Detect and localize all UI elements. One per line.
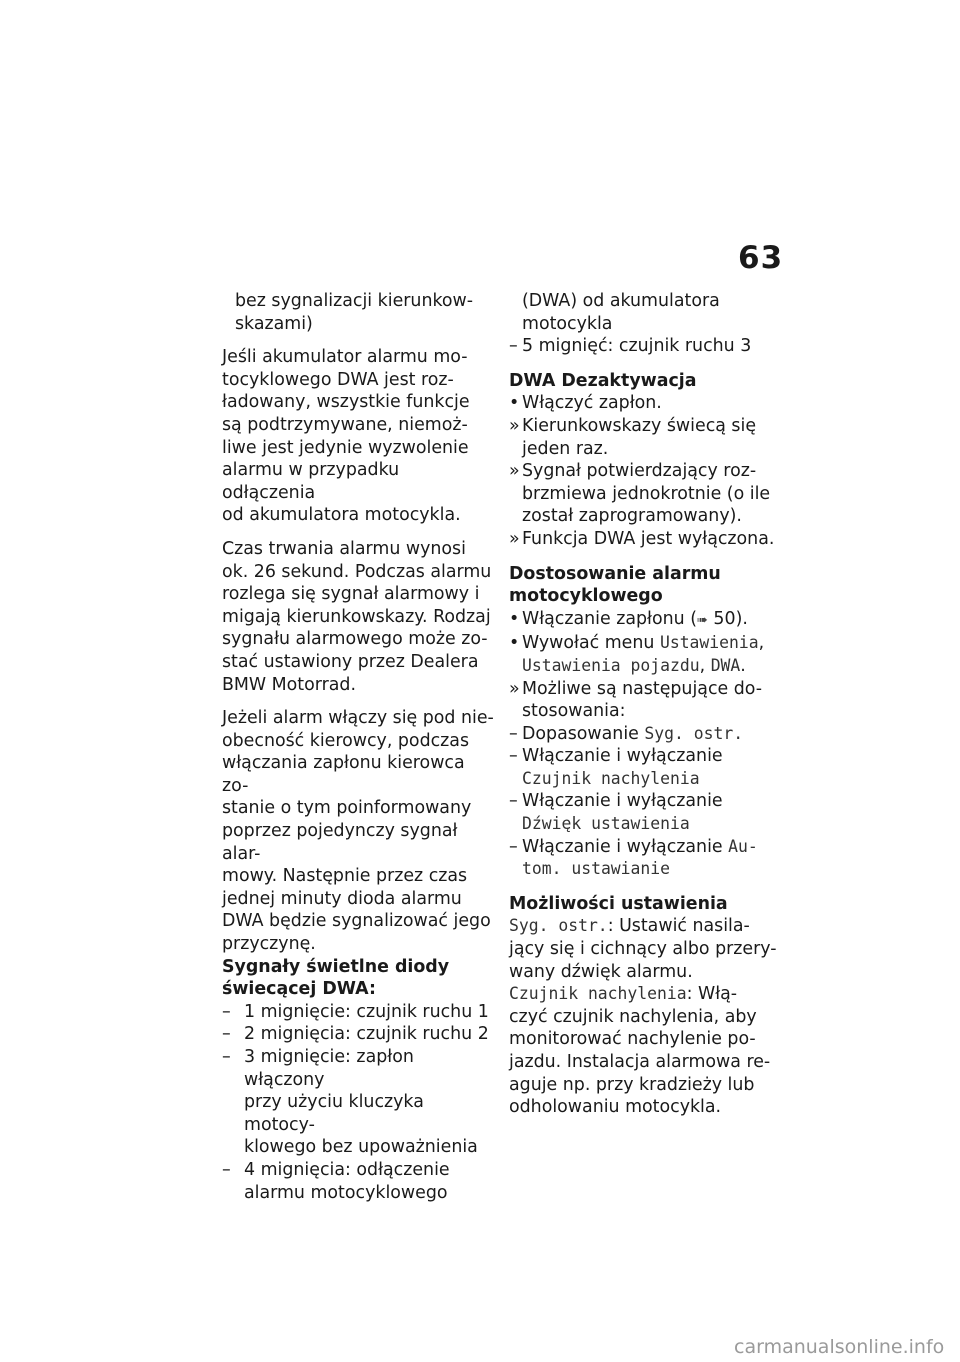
text-line: stanie o tym poinformowany: [222, 798, 472, 819]
text-line: [522, 608, 784, 633]
result-marker: »: [509, 415, 520, 436]
text-line: [522, 632, 784, 655]
text-line: stosowania:: [522, 701, 626, 722]
text-line: Sygnał potwierdzający roz-: [522, 461, 757, 482]
text-line: Możliwe są następujące do-: [522, 678, 763, 699]
text-line: alarmu w przypadku odłączenia: [222, 460, 400, 503]
text-fragment: : Ustawić nasila-: [607, 916, 750, 937]
list-item: [509, 528, 784, 551]
bullet-marker: •: [509, 393, 520, 414]
text-line: (DWA) od akumulatora: [522, 291, 720, 311]
paragraph-alarm-sound: [509, 915, 784, 983]
menu-name: Ustawienia pojazdu: [522, 655, 700, 675]
text-line: rozlega się sygnał alarmowy i: [222, 584, 480, 605]
menu-name: Ustawienia: [659, 633, 759, 653]
text-line: alarmu motocyklowego: [244, 1182, 448, 1203]
bullet-marker: •: [509, 608, 520, 629]
page-reference: 50).: [707, 608, 748, 629]
text-line: tocyklowego DWA jest roz-: [222, 369, 454, 390]
dash-marker: –: [509, 336, 518, 357]
text-line: skazami): [235, 313, 313, 334]
text-fragment: Włączanie i wyłączanie: [522, 836, 729, 857]
text-line: brzmiewa jednokrotnie (o ile: [522, 483, 771, 504]
result-marker: »: [509, 678, 520, 699]
right-column: [509, 290, 784, 1119]
text-line: 4 mignięcia: odłączenie: [244, 1159, 450, 1180]
result-marker: »: [509, 528, 520, 549]
text-line: aguje np. przy kradzieży lub: [509, 1074, 755, 1095]
setting-name: Au-: [728, 836, 758, 856]
list-item: [509, 632, 784, 677]
setting-name: Syg. ostr.: [644, 723, 744, 743]
text-fragment: ,: [758, 633, 765, 654]
text-line: jący się i cichnący albo przery-: [509, 939, 777, 960]
text-line: czyć czujnik nachylenia, aby: [509, 1006, 757, 1027]
list-item: [509, 460, 784, 528]
continued-list-text: [509, 290, 784, 335]
setting-name: Syg. ostr.: [509, 916, 608, 936]
text-line: obecność kierowcy, podczas: [222, 730, 470, 751]
text-fragment: Włączanie zapłonu (: [522, 608, 697, 629]
list-item: [222, 1001, 494, 1024]
dash-marker: –: [509, 723, 518, 744]
text-line: Włączanie i wyłączanie: [522, 746, 723, 767]
text-line: Funkcja DWA jest wyłączona.: [522, 528, 775, 549]
dash-marker: –: [509, 791, 518, 812]
text-line: jazdu. Instalacja alarmowa re-: [509, 1052, 771, 1072]
dash-marker: –: [222, 1001, 231, 1022]
setting-name: tom. ustawianie: [522, 859, 671, 879]
text-fragment: ,: [699, 655, 711, 676]
text-line: Kierunkowskazy świecą się: [522, 415, 757, 436]
text-line: 1 mignięcie: czujnik ruchu 1: [244, 1001, 489, 1022]
section-heading-deactivation: DWA Dezaktywacja: [509, 370, 697, 391]
text-line: Jeżeli alarm włączy się pod nie-: [222, 708, 494, 729]
text-line: [522, 836, 784, 859]
text-line: [509, 983, 784, 1006]
text-fragment: .: [740, 655, 746, 676]
text-line: Jeśli akumulator alarmu mo-: [222, 347, 468, 368]
paragraph-duration: [222, 538, 494, 696]
text-line: 3 mignięcie: zapłon włączony: [244, 1047, 414, 1090]
paragraph-absence: [222, 707, 494, 956]
text-line: od akumulatora motocykla.: [222, 505, 461, 526]
result-marker: »: [509, 461, 520, 482]
text-line: jeden raz.: [522, 438, 609, 459]
text-fragment: : Włą-: [686, 984, 738, 1005]
text-line: [522, 655, 784, 678]
section-heading-options: Możliwości ustawienia: [509, 893, 728, 914]
setting-name: Czujnik nachylenia: [522, 768, 700, 788]
text-line: 2 mignięcia: czujnik ruchu 2: [244, 1024, 489, 1045]
left-column: [222, 290, 494, 1204]
continued-list-text: [222, 290, 494, 335]
text-line: poprzez pojedynczy sygnał alar-: [222, 821, 458, 864]
text-line: migają kierunkowskazy. Rodzaj: [222, 606, 491, 627]
text-line: klowego bez upoważnienia: [244, 1137, 478, 1158]
paragraph-battery: [222, 346, 494, 527]
text-fragment: Dopasowanie: [522, 723, 645, 744]
list-item: [509, 745, 784, 790]
text-line: przyczynę.: [222, 934, 316, 955]
list-item: [509, 392, 784, 415]
setting-name: Dźwięk ustawienia: [522, 814, 690, 834]
section-heading-led-signals: [222, 956, 494, 1001]
text-line: bez sygnalizacji kierunkow-: [235, 291, 474, 311]
watermark: carmanualsonline.info: [734, 1336, 945, 1358]
text-line: wany dźwięk alarmu.: [509, 961, 693, 982]
heading-line: motocyklowego: [509, 586, 663, 607]
text-line: motocykla: [522, 313, 613, 334]
section-heading-adjust: [509, 563, 784, 608]
text-line: [522, 723, 784, 746]
text-line: Włączyć zapłon.: [522, 393, 662, 414]
text-line: ok. 26 sekund. Podczas alarmu: [222, 561, 492, 582]
list-item: [509, 723, 784, 746]
text-line: Włączanie i wyłączanie: [522, 791, 723, 812]
text-line: jednej minuty dioda alarmu: [222, 888, 462, 909]
paragraph-tilt-sensor: [509, 983, 784, 1119]
list-item: [509, 415, 784, 460]
text-fragment: Wywołać menu: [522, 633, 660, 654]
heading-line: Dostosowanie alarmu: [509, 563, 721, 584]
text-line: są podtrzymywane, niemoż-: [222, 414, 468, 435]
list-item: [222, 1023, 494, 1046]
setting-name: Czujnik nachylenia: [509, 984, 687, 1004]
text-line: został zaprogramowany).: [522, 506, 742, 527]
dash-marker: –: [222, 1159, 231, 1180]
list-item: [509, 335, 784, 358]
list-item: [509, 836, 784, 881]
text-line: liwe jest jedynie wyzwolenie: [222, 437, 469, 458]
dash-marker: –: [222, 1047, 231, 1067]
text-line: ładowany, wszystkie funkcje: [222, 392, 470, 413]
heading-line: świecącej DWA:: [222, 979, 376, 1000]
text-line: sygnału alarmowego może zo-: [222, 629, 488, 650]
menu-name: DWA: [710, 655, 741, 675]
list-item: [222, 1159, 494, 1204]
text-line: odholowaniu motocykla.: [509, 1097, 722, 1118]
arrow-icon: ➠: [697, 612, 708, 628]
text-line: przy użyciu kluczyka motocy-: [244, 1092, 424, 1135]
text-line: monitorować nachylenie po-: [509, 1029, 756, 1050]
text-line: 5 mignięć: czujnik ruchu 3: [522, 336, 752, 357]
heading-line: Sygnały świetlne diody: [222, 956, 450, 977]
bullet-marker: •: [509, 633, 520, 654]
text-line: Czas trwania alarmu wynosi: [222, 538, 466, 559]
text-line: włączania zapłonu kierowca zo-: [222, 753, 465, 796]
dash-marker: –: [222, 1024, 231, 1045]
text-line: [509, 915, 784, 938]
text-line: BMW Motorrad.: [222, 674, 356, 695]
list-item: [509, 790, 784, 835]
dash-marker: –: [509, 746, 518, 767]
text-line: stać ustawiony przez Dealera: [222, 651, 479, 672]
list-item: [509, 608, 784, 633]
page-number: 63: [738, 240, 784, 276]
list-item: [509, 678, 784, 723]
list-item: [222, 1046, 494, 1159]
dash-marker: –: [509, 836, 518, 857]
text-line: DWA będzie sygnalizować jego: [222, 911, 491, 932]
text-line: mowy. Następnie przez czas: [222, 866, 468, 887]
